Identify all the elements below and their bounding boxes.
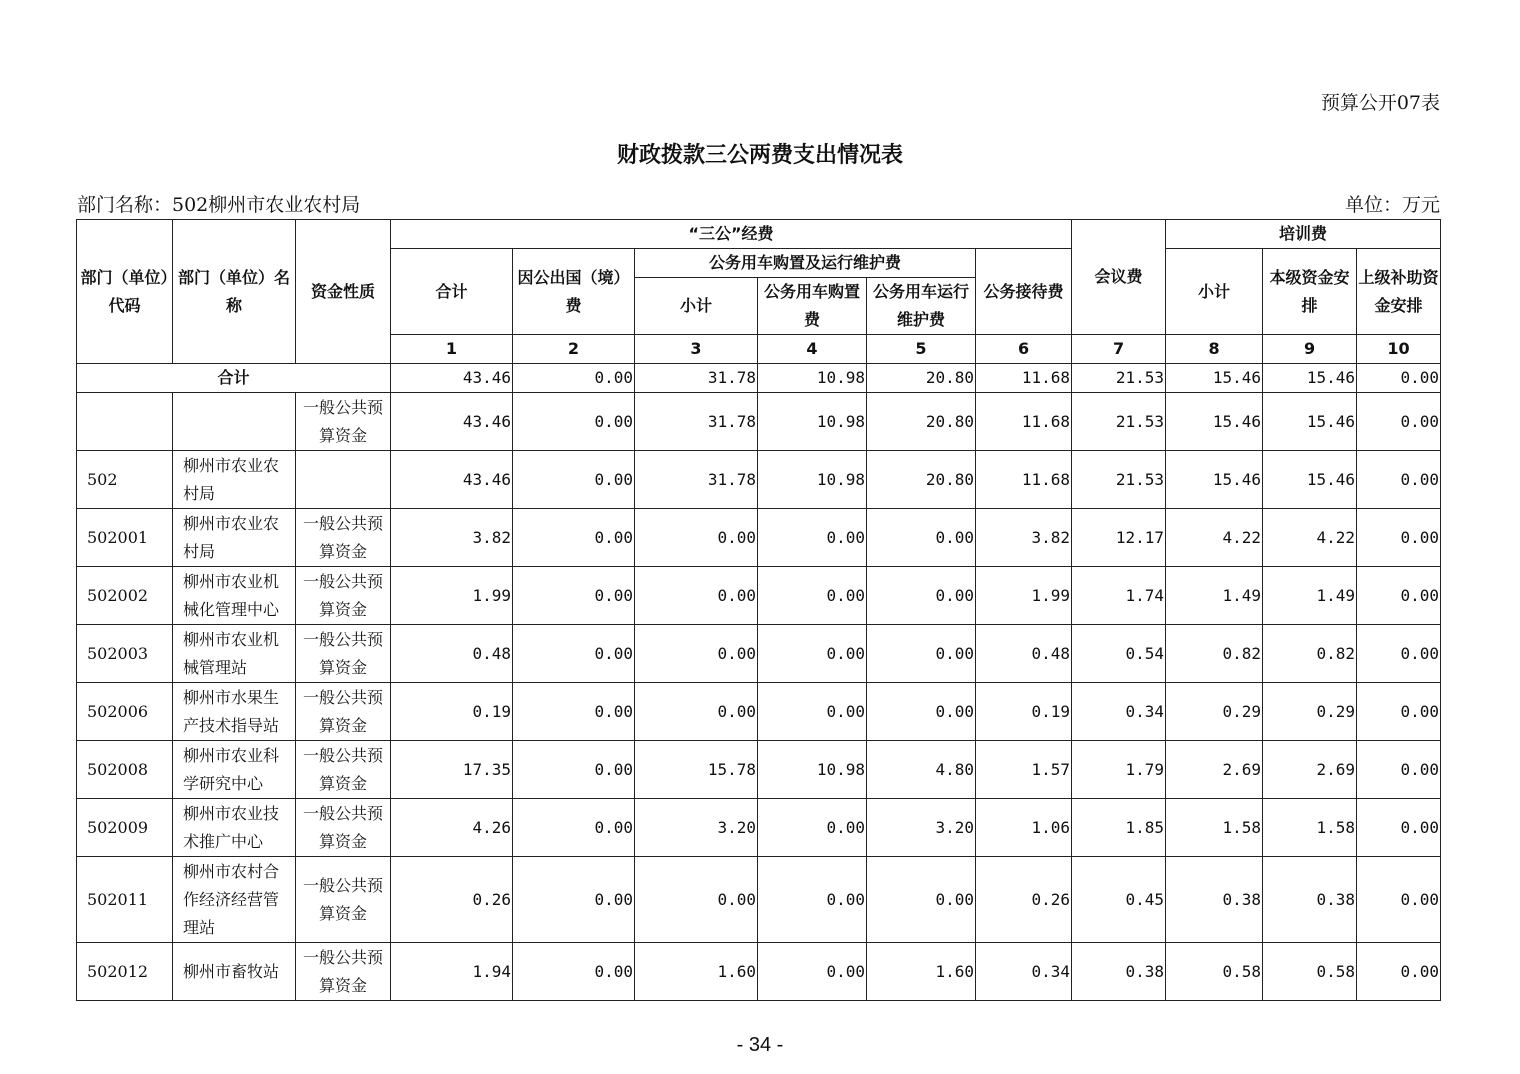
value-cell: 0.48 <box>976 625 1072 683</box>
fund-type-cell: 一般公共预算资金 <box>296 799 391 857</box>
dept-name-cell: 柳州市农业机械管理站 <box>173 625 296 683</box>
value-cell: 0.00 <box>513 683 635 741</box>
header-vehicle-purchase: 公务用车购置费 <box>758 278 867 335</box>
header-total: 合计 <box>391 249 513 335</box>
value-cell: 0.00 <box>758 857 867 943</box>
value-cell: 0.54 <box>1072 625 1166 683</box>
dept-code-cell: 502002 <box>77 567 173 625</box>
value-cell: 0.34 <box>1072 683 1166 741</box>
dept-code-cell: 502001 <box>77 509 173 567</box>
dept-code-cell: 502003 <box>77 625 173 683</box>
value-cell: 4.22 <box>1263 509 1357 567</box>
dept-code-cell: 502008 <box>77 741 173 799</box>
dept-code-cell: 502012 <box>77 943 173 1001</box>
value-cell: 4.26 <box>391 799 513 857</box>
value-cell: 0.00 <box>513 625 635 683</box>
unit-label: 单位：万元 <box>1344 194 1440 216</box>
value-cell: 1.60 <box>635 943 758 1001</box>
value-cell: 17.35 <box>391 741 513 799</box>
value-cell: 0.00 <box>758 799 867 857</box>
value-cell: 31.78 <box>635 393 758 451</box>
value-cell: 0.00 <box>867 567 976 625</box>
col-num: 7 <box>1072 335 1166 364</box>
value-cell: 15.46 <box>1263 393 1357 451</box>
value-cell: 1.58 <box>1166 799 1263 857</box>
value-cell: 15.46 <box>1166 451 1263 509</box>
value-cell: 0.19 <box>391 683 513 741</box>
fund-type-cell: 一般公共预算资金 <box>296 857 391 943</box>
value-cell: 0.00 <box>1357 857 1441 943</box>
value-cell: 0.00 <box>758 567 867 625</box>
dept-name-cell: 柳州市农业机械化管理中心 <box>173 567 296 625</box>
table-row <box>77 509 1441 567</box>
dept-name-cell: 柳州市农业农村局 <box>173 509 296 567</box>
total-row <box>77 364 1441 393</box>
value-cell: 0.00 <box>1357 683 1441 741</box>
value-cell: 20.80 <box>867 393 976 451</box>
value-cell: 0.00 <box>513 393 635 451</box>
value-cell: 1.49 <box>1263 567 1357 625</box>
value-cell: 0.00 <box>758 683 867 741</box>
fund-type-cell: 一般公共预算资金 <box>296 567 391 625</box>
dept-name-cell: 柳州市农业农村局 <box>173 451 296 509</box>
dept-code-cell: 502011 <box>77 857 173 943</box>
value-cell: 0.00 <box>1357 943 1441 1001</box>
fund-type-cell: 一般公共预算资金 <box>296 943 391 1001</box>
col-num: 9 <box>1263 335 1357 364</box>
value-cell: 1.74 <box>1072 567 1166 625</box>
value-cell: 3.82 <box>391 509 513 567</box>
dept-name-cell: 柳州市水果生产技术指导站 <box>173 683 296 741</box>
value-cell: 15.46 <box>1263 451 1357 509</box>
value-cell: 0.26 <box>391 857 513 943</box>
value-cell: 0.00 <box>1357 567 1441 625</box>
value-cell: 11.68 <box>976 451 1072 509</box>
value-cell: 3.20 <box>635 799 758 857</box>
value-cell: 0.29 <box>1166 683 1263 741</box>
value-cell: 31.78 <box>635 364 758 393</box>
value-cell: 10.98 <box>758 741 867 799</box>
value-cell: 0.00 <box>758 625 867 683</box>
col-num: 8 <box>1166 335 1263 364</box>
col-num: 4 <box>758 335 867 364</box>
value-cell: 21.53 <box>1072 451 1166 509</box>
value-cell: 0.00 <box>635 509 758 567</box>
value-cell: 21.53 <box>1072 364 1166 393</box>
value-cell: 0.00 <box>1357 451 1441 509</box>
col-num: 6 <box>976 335 1072 364</box>
value-cell: 0.00 <box>1357 799 1441 857</box>
dept-name-cell: 柳州市农村合作经济经营管理站 <box>173 857 296 943</box>
value-cell: 0.38 <box>1072 943 1166 1001</box>
value-cell: 1.58 <box>1263 799 1357 857</box>
value-cell: 0.26 <box>976 857 1072 943</box>
dept-name-cell: 柳州市农业科学研究中心 <box>173 741 296 799</box>
header-sangong: “三公”经费 <box>391 220 1072 249</box>
header-training-upper: 上级补助资金安排 <box>1357 249 1441 335</box>
table-row <box>77 567 1441 625</box>
value-cell: 0.00 <box>513 741 635 799</box>
value-cell: 0.00 <box>867 683 976 741</box>
value-cell: 1.85 <box>1072 799 1166 857</box>
header-training-subtotal: 小计 <box>1166 249 1263 335</box>
col-num: 10 <box>1357 335 1441 364</box>
header-training: 培训费 <box>1166 220 1441 249</box>
dept-code-cell: 502 <box>77 451 173 509</box>
value-cell: 4.22 <box>1166 509 1263 567</box>
value-cell: 20.80 <box>867 451 976 509</box>
value-cell: 43.46 <box>391 364 513 393</box>
col-num: 5 <box>867 335 976 364</box>
value-cell: 0.29 <box>1263 683 1357 741</box>
value-cell: 11.68 <box>976 364 1072 393</box>
value-cell: 0.00 <box>867 509 976 567</box>
value-cell: 1.99 <box>391 567 513 625</box>
value-cell: 43.46 <box>391 393 513 451</box>
value-cell: 0.34 <box>976 943 1072 1001</box>
fund-type-cell: 一般公共预算资金 <box>296 393 391 451</box>
value-cell: 1.94 <box>391 943 513 1001</box>
value-cell: 0.00 <box>758 509 867 567</box>
total-label: 合计 <box>77 364 391 393</box>
value-cell: 0.00 <box>1357 364 1441 393</box>
header-training-local: 本级资金安排 <box>1263 249 1357 335</box>
value-cell: 43.46 <box>391 451 513 509</box>
value-cell: 31.78 <box>635 451 758 509</box>
value-cell: 12.17 <box>1072 509 1166 567</box>
value-cell: 1.06 <box>976 799 1072 857</box>
value-cell: 1.60 <box>867 943 976 1001</box>
value-cell: 2.69 <box>1166 741 1263 799</box>
value-cell: 15.46 <box>1263 364 1357 393</box>
fund-type-cell <box>296 451 391 509</box>
header-dept-name: 部门（单位）名称 <box>173 220 296 364</box>
fund-type-cell: 一般公共预算资金 <box>296 625 391 683</box>
value-cell: 11.68 <box>976 393 1072 451</box>
form-number: 预算公开07表 <box>1320 92 1440 114</box>
table-row <box>77 683 1441 741</box>
header-vehicle-subtotal: 小计 <box>635 278 758 335</box>
value-cell: 1.57 <box>976 741 1072 799</box>
value-cell: 10.98 <box>758 364 867 393</box>
value-cell: 4.80 <box>867 741 976 799</box>
value-cell: 10.98 <box>758 451 867 509</box>
value-cell: 0.00 <box>635 683 758 741</box>
col-num: 2 <box>513 335 635 364</box>
col-num: 3 <box>635 335 758 364</box>
value-cell: 0.00 <box>513 943 635 1001</box>
table-row <box>77 741 1441 799</box>
department-label: 部门名称：502柳州市农业农村局 <box>77 194 361 216</box>
value-cell: 3.82 <box>976 509 1072 567</box>
value-cell: 21.53 <box>1072 393 1166 451</box>
value-cell: 1.99 <box>976 567 1072 625</box>
header-dept-code: 部门（单位）代码 <box>77 220 173 364</box>
header-meeting: 会议费 <box>1072 220 1166 335</box>
value-cell: 0.00 <box>1357 509 1441 567</box>
value-cell: 20.80 <box>867 364 976 393</box>
value-cell: 0.82 <box>1263 625 1357 683</box>
value-cell: 0.19 <box>976 683 1072 741</box>
header-reception: 公务接待费 <box>976 249 1072 335</box>
value-cell: 0.00 <box>513 857 635 943</box>
value-cell: 0.45 <box>1072 857 1166 943</box>
dept-name-cell <box>173 393 296 451</box>
value-cell: 0.00 <box>867 857 976 943</box>
header-vehicle-maintain: 公务用车运行维护费 <box>867 278 976 335</box>
dept-code-cell: 502009 <box>77 799 173 857</box>
table-row <box>77 857 1441 943</box>
value-cell: 0.00 <box>635 857 758 943</box>
value-cell: 0.00 <box>513 451 635 509</box>
value-cell: 0.00 <box>513 509 635 567</box>
value-cell: 0.58 <box>1263 943 1357 1001</box>
header-vehicle: 公务用车购置及运行维护费 <box>635 249 976 278</box>
table-row <box>77 625 1441 683</box>
header-abroad: 因公出国（境）费 <box>513 249 635 335</box>
value-cell: 15.46 <box>1166 364 1263 393</box>
value-cell: 0.00 <box>635 625 758 683</box>
dept-name-cell: 柳州市畜牧站 <box>173 943 296 1001</box>
fund-type-cell: 一般公共预算资金 <box>296 741 391 799</box>
dept-code-cell: 502006 <box>77 683 173 741</box>
value-cell: 0.00 <box>1357 393 1441 451</box>
value-cell: 0.00 <box>758 943 867 1001</box>
col-num: 1 <box>391 335 513 364</box>
value-cell: 1.49 <box>1166 567 1263 625</box>
value-cell: 0.00 <box>1357 741 1441 799</box>
value-cell: 0.00 <box>513 567 635 625</box>
value-cell: 0.38 <box>1166 857 1263 943</box>
value-cell: 0.00 <box>513 364 635 393</box>
value-cell: 1.79 <box>1072 741 1166 799</box>
value-cell: 0.58 <box>1166 943 1263 1001</box>
value-cell: 0.00 <box>513 799 635 857</box>
table-row <box>77 451 1441 509</box>
value-cell: 2.69 <box>1263 741 1357 799</box>
value-cell: 0.48 <box>391 625 513 683</box>
table-row <box>77 943 1441 1001</box>
value-cell: 15.46 <box>1166 393 1263 451</box>
value-cell: 0.00 <box>635 567 758 625</box>
value-cell: 0.82 <box>1166 625 1263 683</box>
value-cell: 0.38 <box>1263 857 1357 943</box>
dept-code-cell <box>77 393 173 451</box>
fund-type-cell: 一般公共预算资金 <box>296 683 391 741</box>
value-cell: 15.78 <box>635 741 758 799</box>
header-fund-type: 资金性质 <box>296 220 391 364</box>
value-cell: 3.20 <box>867 799 976 857</box>
budget-table <box>76 219 1441 1001</box>
dept-name-cell: 柳州市农业技术推广中心 <box>173 799 296 857</box>
fund-type-cell: 一般公共预算资金 <box>296 509 391 567</box>
page-number: - 34 - <box>736 1034 784 1056</box>
page-title: 财政拨款三公两费支出情况表 <box>616 143 903 168</box>
value-cell: 0.00 <box>1357 625 1441 683</box>
value-cell: 0.00 <box>867 625 976 683</box>
table-row <box>77 799 1441 857</box>
value-cell: 10.98 <box>758 393 867 451</box>
table-row <box>77 393 1441 451</box>
